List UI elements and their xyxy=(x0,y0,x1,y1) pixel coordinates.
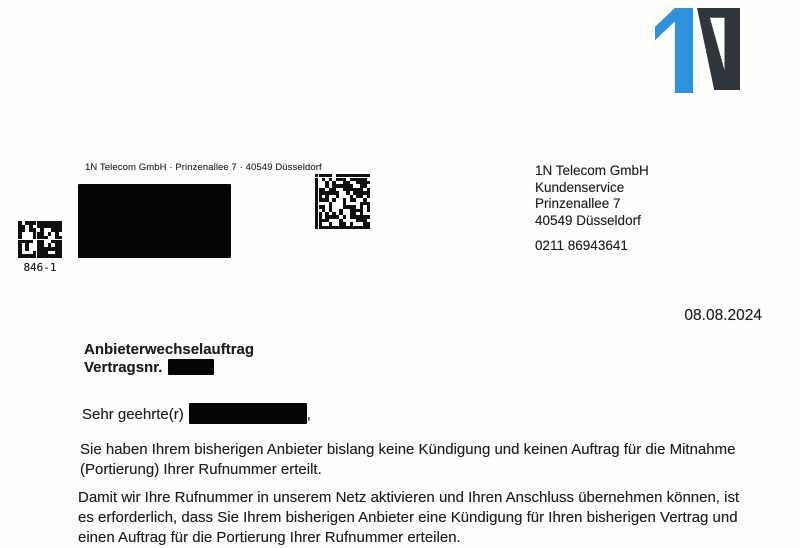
subject-title: Anbieterwechselauftrag xyxy=(84,341,255,358)
company-logo xyxy=(655,8,693,98)
logo-letter-n-icon xyxy=(697,8,740,90)
company-address-block xyxy=(535,163,649,255)
salutation-text: Sehr geehrte(r) xyxy=(82,406,184,423)
contract-number-label: Vertragsnr. xyxy=(84,358,163,376)
recipient-address-redaction xyxy=(78,184,231,258)
barcode-label: 846-1 xyxy=(23,261,57,274)
address-line-company: 1N Telecom GmbH xyxy=(535,163,649,178)
address-line-department: Kundenservice xyxy=(535,179,625,195)
body-line: Damit wir Ihre Rufnummer in unserem Netz aktivieren und Ihren Anschluss übernehmen können, ist xyxy=(78,489,740,506)
phone-number: 0211 86943641 xyxy=(535,238,628,254)
body-line: es erforderlich, dass Sie Ihrem bisherigen Anbieter eine Kündigung für Ihren bisherigen Vertrag und xyxy=(78,509,738,526)
salutation-comma: , xyxy=(306,406,311,423)
address-line-street: Prinzenallee 7 xyxy=(535,196,621,212)
body-line: (Portierung) Ihrer Rufnummer erteilt. xyxy=(80,461,322,478)
address-line-city: 40549 Düsseldorf xyxy=(535,212,641,228)
recipient-name-redaction xyxy=(189,403,307,424)
body-paragraph-2 xyxy=(78,488,739,548)
datamatrix-barcode-left xyxy=(18,221,63,258)
body-line: Sie haben Ihrem bisherigen Anbieter bislang keine Kündigung und keinen Auftrag für die Mitnahme xyxy=(80,441,736,458)
sender-address-line: 1N Telecom GmbH · Prinzenallee 7 · 40549 Düsseldorf xyxy=(85,162,322,173)
logo-digit-one-icon xyxy=(655,8,693,93)
subject-contract-line xyxy=(84,359,254,377)
body-line: einen Auftrag für die Portierung Ihrer Rufnummer erteilen. xyxy=(78,529,461,546)
company-logo-letter xyxy=(697,8,740,95)
salutation-line xyxy=(82,403,311,424)
body-paragraph-1 xyxy=(80,440,735,480)
datamatrix-barcode-center xyxy=(315,174,370,229)
letter-date: 08.08.2024 xyxy=(684,307,762,324)
contract-number-redaction xyxy=(168,359,214,375)
subject-heading xyxy=(84,341,254,376)
